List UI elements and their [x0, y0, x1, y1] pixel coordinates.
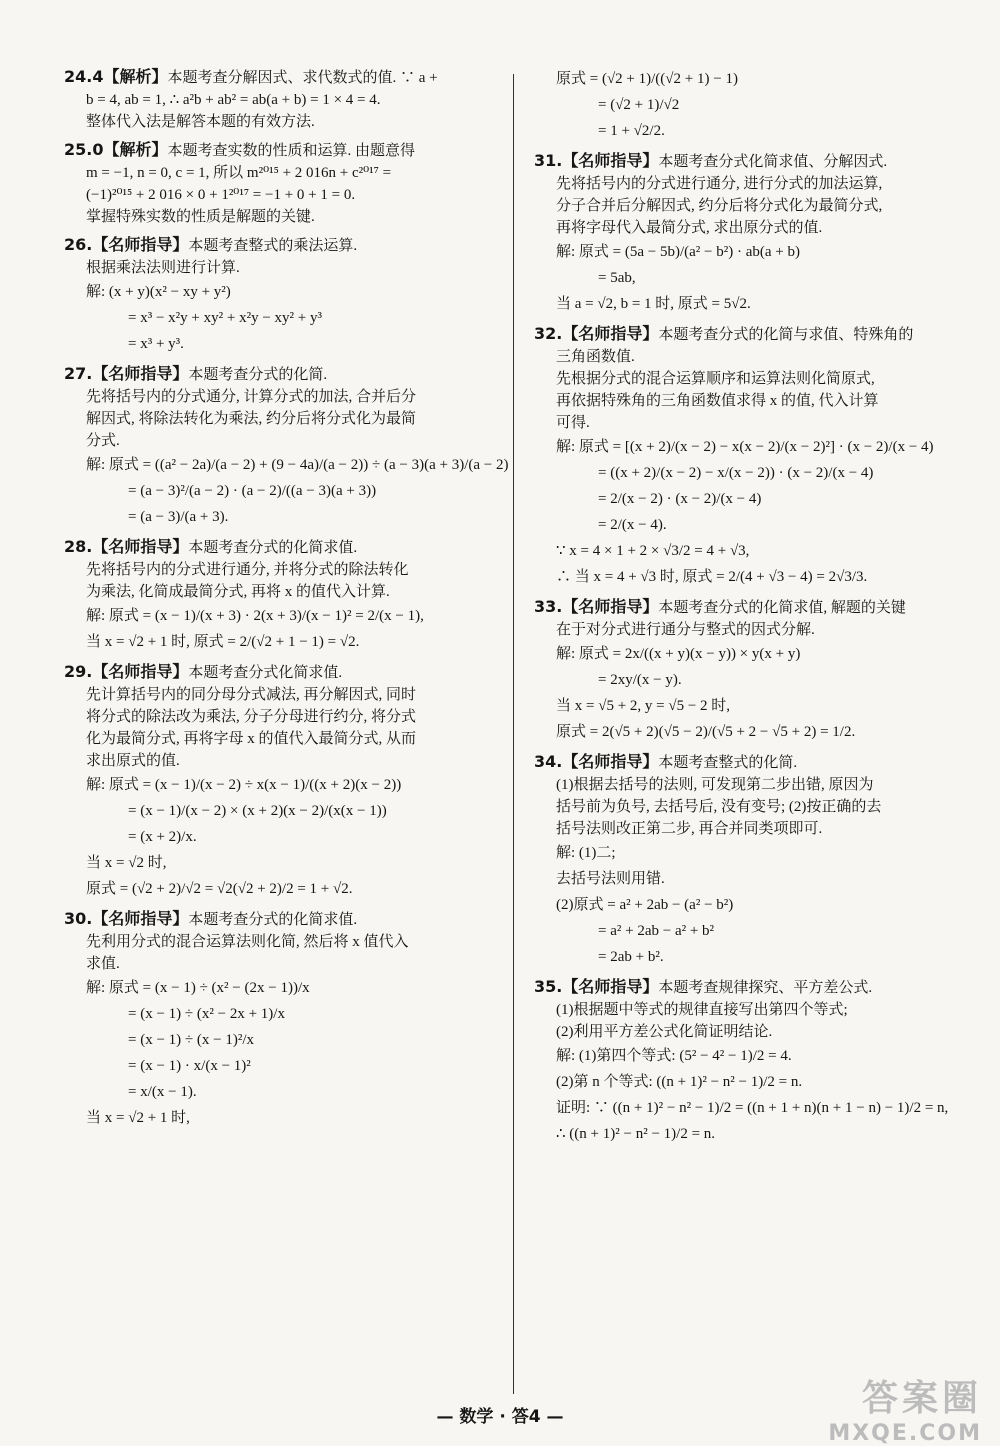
continued-solution	[534, 66, 962, 144]
answer-text: (1)根据题中等式的规律直接写出第四个等式;	[556, 1002, 848, 1018]
answer-text: (−1)²⁰¹⁵ + 2 016 × 0 + 1²⁰¹⁷ = −1 + 0 + 1 = 0.	[86, 187, 356, 203]
solution-step: 解: (1)第四个等式: (5² − 4² − 1)/2 = 4.	[556, 1048, 792, 1064]
column-divider	[513, 74, 514, 1394]
answer-item	[64, 234, 496, 357]
answer-header	[64, 661, 496, 684]
solution-step: = (a − 3)/(a + 3).	[128, 509, 229, 525]
solution-step: ∴ ((n + 1)² − n² − 1)/2 = n.	[556, 1126, 716, 1142]
answer-text: 本题考查分式化简求值、分解因式.	[658, 154, 888, 170]
solution-step: = (√2 + 1)/√2	[598, 97, 680, 113]
solution-step: 解: 原式 = (x − 1)/(x + 3) · 2(x + 3)/(x − 1)² = 2/(x − 1),	[86, 608, 424, 624]
answer-number: 24.4	[64, 67, 104, 86]
answer-text: 本题考查分式的化简.	[188, 367, 328, 383]
answer-text: 本题考查分式的化简求值, 解题的关键	[658, 600, 906, 616]
solution-step: 当 x = √2 + 1 时,	[86, 1110, 190, 1126]
solution-step: 当 x = √2 时,	[86, 855, 167, 871]
solution-step: (2)原式 = a² + 2ab − (a² − b²)	[556, 897, 734, 913]
answer-header	[534, 323, 962, 346]
answer-item	[64, 363, 509, 530]
answer-header	[64, 139, 496, 162]
answer-item	[64, 536, 496, 655]
solution-step: 原式 = (√2 + 2)/√2 = √2(√2 + 2)/2 = 1 + √2.	[86, 881, 353, 897]
answer-header	[534, 751, 962, 774]
answer-item	[534, 976, 962, 1147]
answer-text: 再依据特殊角的三角函数值求得 x 的值, 代入计算	[556, 393, 879, 409]
answer-header	[534, 976, 962, 999]
right-column	[534, 66, 962, 1153]
solution-step: = (a − 3)²/(a − 2) · (a − 2)/((a − 3)(a + 3))	[128, 483, 377, 499]
answer-item	[64, 661, 496, 902]
answer-text: 根据乘法法则进行计算.	[86, 260, 240, 276]
answer-item	[534, 323, 962, 590]
solution-step: 解: 原式 = [(x + 2)/(x − 2) − x(x − 2)/(x − 2)²] · (x − 2)/(x − 4)	[556, 439, 934, 455]
answer-header	[64, 363, 496, 386]
answer-header	[64, 66, 496, 89]
answer-text: 分子合并后分解因式, 约分后将分式化为最简分式,	[556, 198, 883, 214]
answer-number: 31.	[534, 151, 563, 170]
answer-text: 掌握特殊实数的性质是解题的关键.	[86, 209, 315, 225]
answer-text: 求出原式的值.	[86, 753, 180, 769]
left-column	[64, 66, 509, 1137]
answer-text: 解因式, 将除法转化为乘法, 约分后将分式化为最简	[86, 411, 417, 427]
answer-text: 先利用分式的混合运算法则化简, 然后将 x 值代入	[86, 934, 409, 950]
solution-step: 解: 原式 = 2x/((x + y)(x − y)) × y(x + y)	[556, 646, 801, 662]
answer-text: 三角函数值.	[556, 349, 635, 365]
solution-step: ∵ x = 4 × 1 + 2 × √3/2 = 4 + √3,	[556, 543, 750, 559]
solution-step: = 1 + √2/2.	[598, 123, 665, 139]
watermark-logo	[828, 1370, 982, 1446]
answer-number: 34.	[534, 752, 563, 771]
page-footer: — 数学 · 答4 —	[436, 1407, 564, 1427]
solution-step: = x³ − x²y + xy² + x²y − xy² + y³	[128, 310, 322, 326]
answer-text: 本题考查分式的化简与求值、特殊角的	[658, 327, 914, 343]
answer-header	[64, 536, 496, 559]
answer-text: 括号前为负号, 去括号后, 没有变号; (2)按正确的去	[556, 799, 882, 815]
solution-step: 原式 = 2(√5 + 2)(√5 − 2)/(√5 + 2 − √5 + 2) = 1/2.	[556, 724, 856, 740]
answer-tag: 【名师指导】	[92, 662, 189, 681]
answer-text: 括号法则改正第二步, 再合并同类项即可.	[556, 821, 823, 837]
answer-text: 本题考查整式的化简.	[658, 755, 798, 771]
answer-text: 本题考查分式的化简求值.	[188, 540, 358, 556]
answer-header	[534, 150, 962, 173]
answer-number: 33.	[534, 597, 563, 616]
answer-text: 本题考查分解因式、求代数式的值. ∵ a +	[167, 70, 438, 86]
answer-text: 在于对分式进行通分与整式的因式分解.	[556, 622, 815, 638]
answer-text: 本题考查实数的性质和运算. 由题意得	[167, 143, 416, 159]
answer-text: 先计算括号内的同分母分式减法, 再分解因式, 同时	[86, 687, 417, 703]
solution-step: = (x − 1) ÷ (x − 1)²/x	[128, 1032, 255, 1048]
solution-step: 解: (x + y)(x² − xy + y²)	[86, 284, 231, 300]
solution-step: 解: (1)二;	[556, 845, 616, 861]
solution-step: = ((x + 2)/(x − 2) − x/(x − 2)) · (x − 2)/(x − 4)	[598, 465, 874, 481]
answer-item	[64, 66, 496, 133]
answer-tag: 【解析】	[103, 67, 168, 86]
answer-text: m = −1, n = 0, c = 1, 所以 m²⁰¹⁵ + 2 016n + c²⁰¹⁷ =	[86, 165, 392, 181]
solution-step: = 5ab,	[598, 270, 636, 286]
answer-tag: 【名师指导】	[92, 909, 189, 928]
answer-item	[534, 596, 962, 745]
solution-step: (2)第 n 个等式: ((n + 1)² − n² − 1)/2 = n.	[556, 1074, 803, 1090]
answer-header	[534, 596, 962, 619]
solution-step: = 2/(x − 4).	[598, 517, 667, 533]
answer-header	[64, 908, 496, 931]
solution-step: 解: 原式 = (x − 1) ÷ (x² − (2x − 1))/x	[86, 980, 310, 996]
answer-text: b = 4, ab = 1, ∴ a²b + ab² = ab(a + b) = 1 × 4 = 4.	[86, 92, 381, 108]
watermark-url: MXQE.COM	[828, 1421, 982, 1446]
solution-step: = x/(x − 1).	[128, 1084, 197, 1100]
solution-step: 解: 原式 = (x − 1)/(x − 2) ÷ x(x − 1)/((x + 2)(x − 2))	[86, 777, 402, 793]
answer-text: (2)利用平方差公式化简证明结论.	[556, 1024, 773, 1040]
answer-number: 27.	[64, 364, 93, 383]
answer-text: 本题考查规律探究、平方差公式.	[658, 980, 873, 996]
answer-tag: 【名师指导】	[562, 752, 659, 771]
answer-text: 本题考查整式的乘法运算.	[188, 238, 358, 254]
watermark-text: 答案圈	[861, 1378, 982, 1419]
answer-text: 化为最简分式, 再将字母 x 的值代入最简分式, 从而	[86, 731, 417, 747]
answer-text: 为乘法, 化简成最简分式, 再将 x 的值代入计算.	[86, 584, 390, 600]
answer-item	[534, 751, 962, 970]
answer-tag: 【名师指导】	[562, 151, 659, 170]
solution-step: ∴ 当 x = 4 + √3 时, 原式 = 2/(4 + √3 − 4) = 2√3/3.	[556, 569, 868, 585]
answer-text: 本题考查分式的化简求值.	[188, 912, 358, 928]
answer-item	[64, 139, 496, 228]
answer-number: 29.	[64, 662, 93, 681]
solution-step: 解: 原式 = ((a² − 2a)/(a − 2) + (9 − 4a)/(a − 2)) ÷ (a − 3)(a + 3)/(a − 2)	[86, 457, 509, 473]
answer-text: 可得.	[556, 415, 590, 431]
answer-text: 分式.	[86, 433, 120, 449]
answer-tag: 【名师指导】	[92, 364, 189, 383]
answer-text: 再将字母代入最简分式, 求出原分式的值.	[556, 220, 823, 236]
answer-number: 30.	[64, 909, 93, 928]
solution-step: = 2ab + b².	[598, 949, 664, 965]
solution-step: 当 a = √2, b = 1 时, 原式 = 5√2.	[556, 296, 751, 312]
solution-step: 证明: ∵ ((n + 1)² − n² − 1)/2 = ((n + 1 + n)(n + 1 − n) − 1)/2 = n,	[556, 1100, 949, 1116]
answer-tag: 【名师指导】	[562, 597, 659, 616]
answer-tag: 【解析】	[103, 140, 168, 159]
answer-text: 将分式的除法改为乘法, 分子分母进行约分, 将分式	[86, 709, 417, 725]
answer-tag: 【名师指导】	[92, 537, 189, 556]
solution-step: = 2xy/(x − y).	[598, 672, 682, 688]
answer-tag: 【名师指导】	[562, 324, 659, 343]
answer-text: 先根据分式的混合运算顺序和运算法则化简原式,	[556, 371, 875, 387]
solution-step: = (x − 1)/(x − 2) × (x + 2)(x − 2)/(x(x − 1))	[128, 803, 387, 819]
answer-item	[64, 908, 496, 1131]
solution-step: = (x − 1) · x/(x − 1)²	[128, 1058, 251, 1074]
answer-tag: 【名师指导】	[562, 977, 659, 996]
solution-step: 解: 原式 = (5a − 5b)/(a² − b²) · ab(a + b)	[556, 244, 801, 260]
answer-text: 先将括号内的分式进行通分, 进行分式的加法运算,	[556, 176, 883, 192]
answer-text: (1)根据去括号的法则, 可发现第二步出错, 原因为	[556, 777, 874, 793]
answer-tag: 【名师指导】	[92, 235, 189, 254]
solution-step: = 2/(x − 2) · (x − 2)/(x − 4)	[598, 491, 762, 507]
answer-header	[64, 234, 496, 257]
answer-number: 32.	[534, 324, 563, 343]
solution-step: 当 x = √5 + 2, y = √5 − 2 时,	[556, 698, 731, 714]
solution-step: = (x − 1) ÷ (x² − 2x + 1)/x	[128, 1006, 285, 1022]
answer-number: 35.	[534, 977, 563, 996]
answer-item	[534, 150, 962, 317]
answer-number: 28.	[64, 537, 93, 556]
solution-step: 原式 = (√2 + 1)/((√2 + 1) − 1)	[556, 71, 738, 87]
answer-text: 先将括号内的分式通分, 计算分式的加法, 合并后分	[86, 389, 417, 405]
answer-text: 先将括号内的分式进行通分, 并将分式的除法转化	[86, 562, 409, 578]
answer-text: 求值.	[86, 956, 120, 972]
solution-step: = a² + 2ab − a² + b²	[598, 923, 715, 939]
solution-step: = x³ + y³.	[128, 336, 184, 352]
answer-number: 26.	[64, 235, 93, 254]
answer-number: 25.0	[64, 140, 104, 159]
solution-step: 当 x = √2 + 1 时, 原式 = 2/(√2 + 1 − 1) = √2.	[86, 634, 360, 650]
solution-step: = (x + 2)/x.	[128, 829, 197, 845]
solution-step: 去括号法则用错.	[556, 871, 665, 887]
answer-text: 整体代入法是解答本题的有效方法.	[86, 114, 315, 130]
answer-text: 本题考查分式化简求值.	[188, 665, 343, 681]
